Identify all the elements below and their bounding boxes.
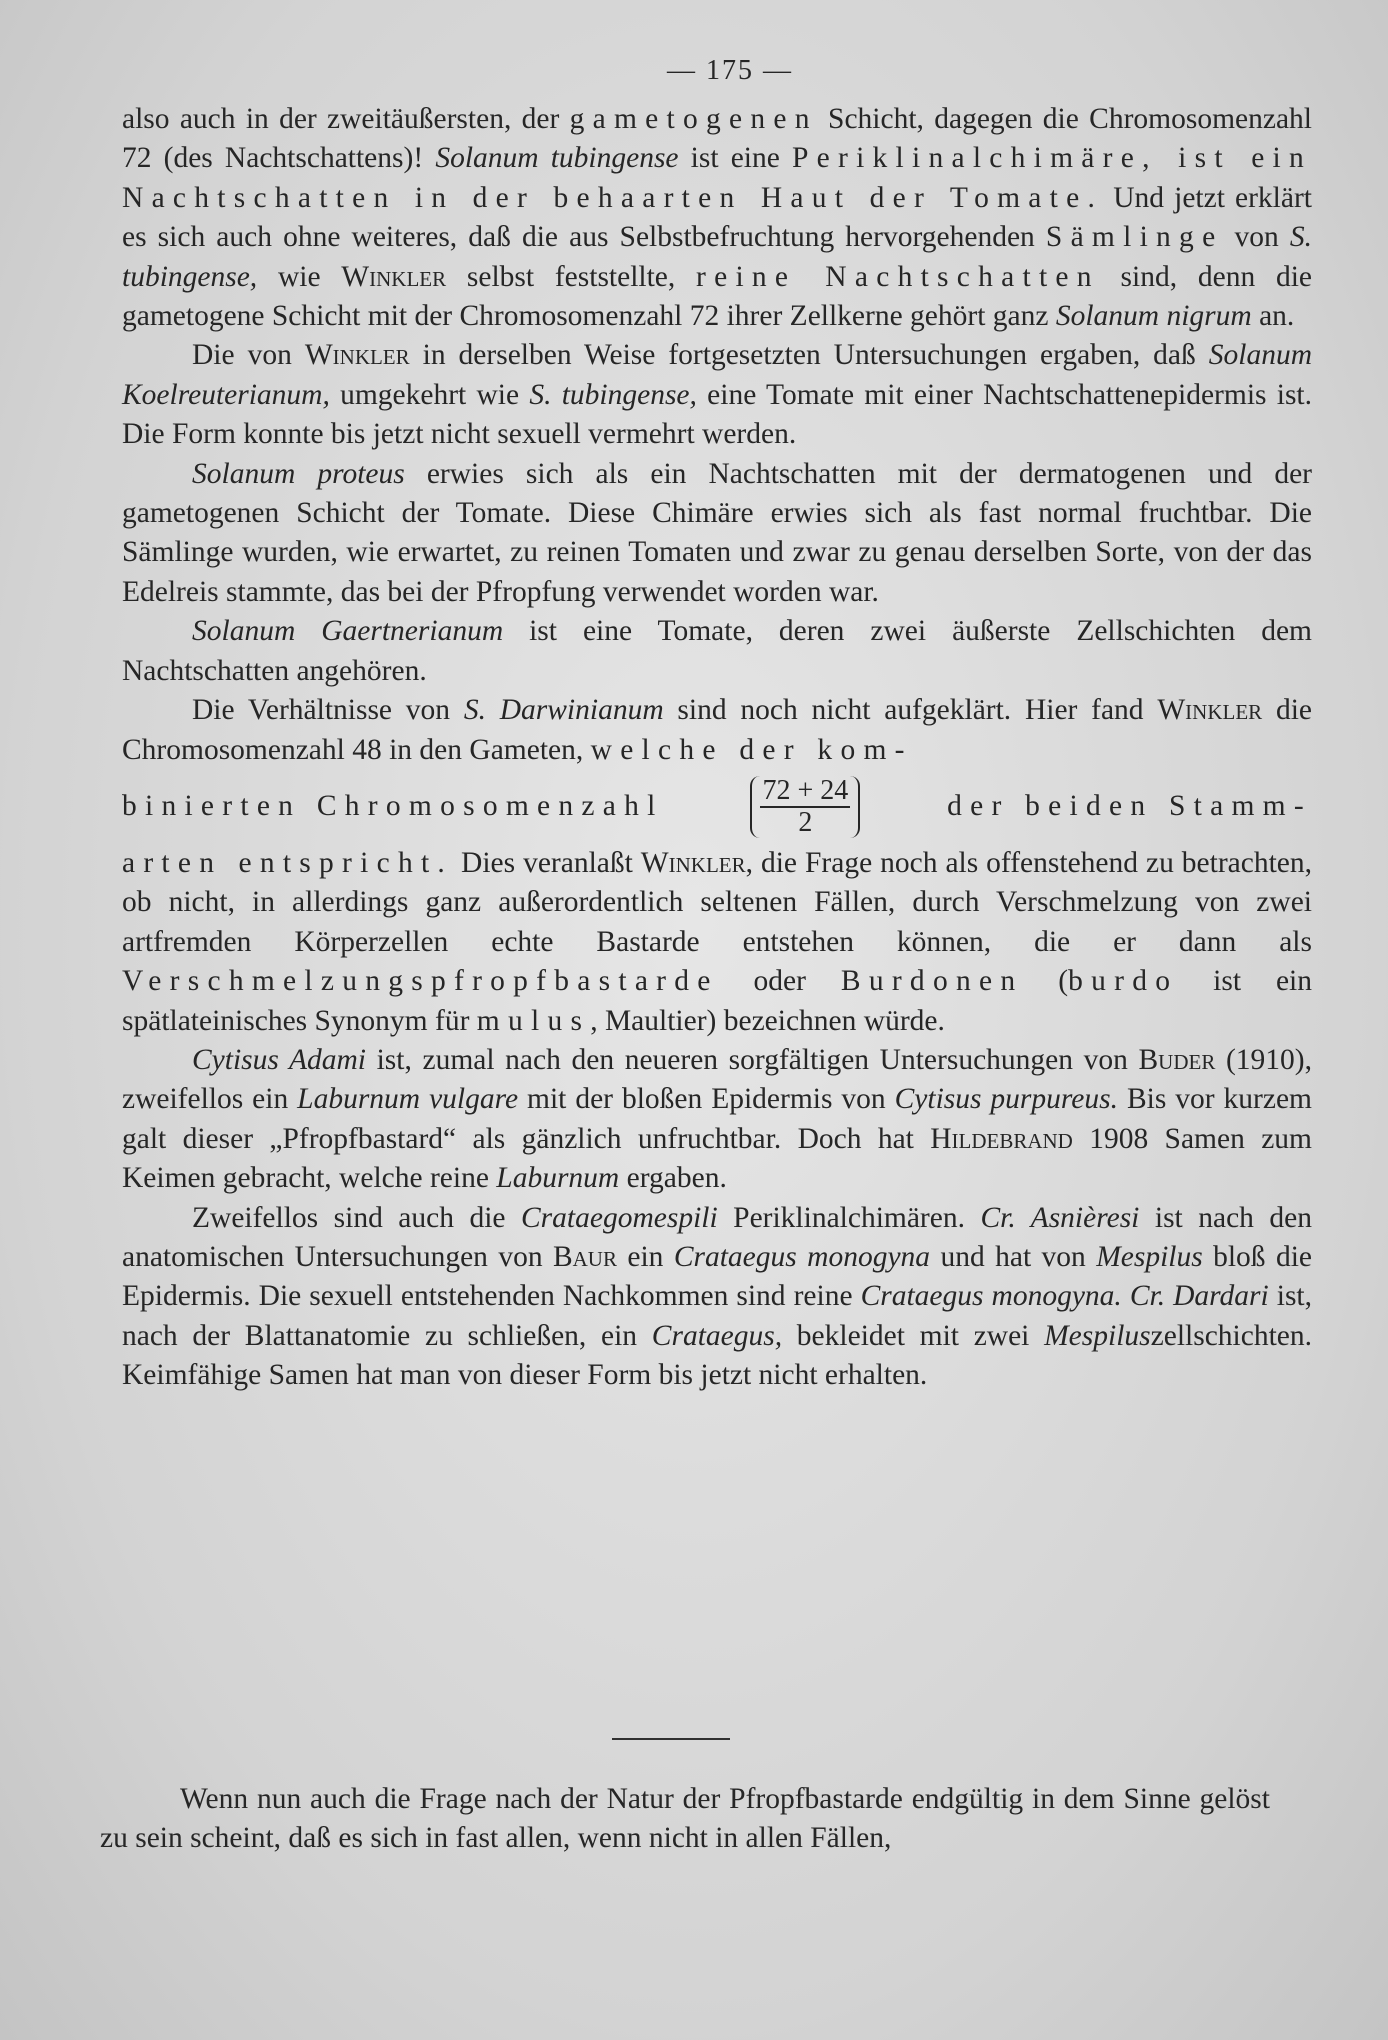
species-name: Cr. Asnièresi xyxy=(980,1201,1140,1234)
text-run: eine Tomate mit einer Nachtschattenepidermis ist. Die Form konnte bis jetzt nicht sexuell vermehrt werden. xyxy=(122,378,1312,451)
spaced-term: gametogenen xyxy=(569,103,818,135)
species-name: Crataegus monogyna. xyxy=(860,1280,1122,1313)
species-name: Crataegus, xyxy=(651,1319,783,1352)
text-run: ist eine Tomate, deren zwei äußerste Zellschichten dem Nachtschatten angehören. xyxy=(122,615,1312,687)
text-run: ist, nach der Blattanatomie zu schließen, ein xyxy=(122,1280,1313,1352)
spaced-term: Sämlinge xyxy=(1045,221,1224,254)
species-name: Laburnum vulgare xyxy=(297,1083,519,1116)
page-number: — 175 — xyxy=(667,55,793,86)
text-run: bekleidet mit zwei xyxy=(782,1319,1045,1352)
text-run: Und jetzt erklärt es sich auch ohne weiteres, daß die aus Selbstbefruchtung hervorgehenden xyxy=(122,181,1312,254)
text-run: ist eine xyxy=(678,142,792,175)
fraction xyxy=(750,776,860,838)
text-run: ist, zumal nach den neueren sorgfältigen Untersuchungen von xyxy=(365,1043,1139,1076)
text-run: umgekehrt wie xyxy=(329,378,530,411)
text-run: ein xyxy=(616,1240,674,1273)
fraction-numerator: 72 + 24 xyxy=(762,774,849,806)
species-name: Solanum proteus xyxy=(192,457,405,490)
species-name: S. Darwinianum xyxy=(463,694,664,727)
spaced-phrase: arten entspricht. xyxy=(122,846,454,879)
paragraph-1 xyxy=(122,100,1312,336)
species-name: Crataegomespili xyxy=(521,1201,718,1234)
paragraph-5-cont xyxy=(122,844,1312,1041)
formula-line xyxy=(122,770,1312,844)
text-run: Die Verhältnisse von xyxy=(192,694,464,727)
text-run: ist nach den anatomischen Untersuchungen von xyxy=(122,1201,1312,1273)
spaced-phrase: Periklinalchimäre, ist ein Nachtschatten in der behaarten Haut der Tomate. xyxy=(122,142,1313,214)
text-run: Bis vor kurzem galt dieser „Pfropfbastard“ als gänzlich unfruchtbar. Doch hat xyxy=(122,1083,1312,1155)
species-name: Mespilus xyxy=(1096,1240,1203,1273)
text-run: ( xyxy=(1023,965,1069,998)
text-run: mit der bloßen Epidermis von xyxy=(518,1083,895,1116)
text-run: zellschichten. Keimfähige Samen hat man von dieser Form bis jetzt nicht erhalten. xyxy=(122,1319,1312,1392)
author-name: Baur xyxy=(552,1240,617,1273)
author-name: Buder xyxy=(1138,1043,1216,1076)
species-name: Solanum nigrum xyxy=(1055,300,1252,333)
text-run: Die von xyxy=(192,339,305,372)
species-name: Solanum Koelreuterianum, xyxy=(122,339,1312,411)
text-run xyxy=(1122,1280,1130,1312)
paragraph-4 xyxy=(122,612,1312,691)
text-run: bloß die Epidermis. Die sexuell entstehenden Nachkommen sind reine xyxy=(122,1240,1312,1313)
species-name: Cytisus purpureus. xyxy=(894,1083,1118,1116)
text-run: Periklinalchimären. xyxy=(717,1201,981,1234)
text-run: erwies sich als ein Nachtschatten mit der dermatogenen und der gametogenen Schicht der Tomate. Diese Chimäre erwies sich als fast normal fruchtbar. Die Sämlinge wurden, wie erwartet, zu reinen Tomaten und zwar zu genau derselben Sorte, von der das Edelreis stammte, das bei der Pfropfung verwendet worden war. xyxy=(122,457,1312,608)
text-run: von xyxy=(1223,221,1290,254)
text-run: , Maultier) bezeichnen würde. xyxy=(590,1004,945,1037)
species-name: S. tubingense, xyxy=(529,378,697,411)
spaced-term: mulus xyxy=(476,1004,591,1037)
text-run: die Chromosomenzahl 48 in den Gameten, xyxy=(122,694,1312,766)
species-name: S. tubingense, xyxy=(122,221,1312,293)
text-run: sind noch nicht aufgeklärt. Hier fand xyxy=(663,694,1158,727)
spaced-term: burdo xyxy=(1068,965,1179,998)
text-run: Zweifellos sind auch die xyxy=(192,1201,521,1234)
text-run: oder xyxy=(718,965,841,998)
text-run: sind, denn die gametogene Schicht mit der Chromosomenzahl 72 ihrer Zellkerne gehört ganz xyxy=(122,260,1312,333)
species-name: Crataegus monogyna xyxy=(673,1240,931,1273)
paragraph-3 xyxy=(122,455,1312,613)
paragraph-7 xyxy=(122,1199,1312,1396)
text-run: Dies veranlaßt xyxy=(453,846,641,879)
species-name: Cytisus Adami xyxy=(192,1043,366,1076)
body-text-after-divider xyxy=(100,1780,1270,1859)
paragraph-2 xyxy=(122,336,1312,454)
text-run: ergaben. xyxy=(619,1162,727,1195)
text-run: selbst feststellte, xyxy=(446,260,697,293)
species-name: Mespilus xyxy=(1044,1319,1151,1352)
author-name: Winkler xyxy=(341,260,447,293)
author-name: Hildebrand xyxy=(930,1122,1073,1155)
text-run: (1910), zweifellos ein xyxy=(122,1043,1312,1116)
species-name: Solanum Gaertnerianum xyxy=(192,615,504,648)
spaced-term: Burdonen xyxy=(840,965,1024,998)
author-name: Winkler xyxy=(1157,694,1263,727)
paragraph-8: Wenn nun auch die Frage nach der Natur der Pfropfbastarde endgültig in dem Sinne gelöst zu sein scheint, daß es sich in fast allen, wenn nicht in allen Fällen, xyxy=(100,1783,1270,1855)
text-run: Schicht, dagegen die Chromosomenzahl 72 (des Nachtschattens)! xyxy=(122,103,1312,175)
paragraph-5 xyxy=(122,691,1312,770)
body-text xyxy=(122,100,1312,1396)
spaced-phrase: der beiden Stamm- xyxy=(947,790,1312,823)
section-divider xyxy=(612,1738,730,1740)
species-name: Solanum tubingense xyxy=(435,142,679,175)
author-name: Winkler, xyxy=(640,846,754,879)
species-name: Laburnum xyxy=(496,1162,620,1195)
species-name: Cr. Dardari xyxy=(1129,1280,1269,1313)
fraction-denominator: 2 xyxy=(798,806,813,838)
text-run: 1908 Samen zum Keimen gebracht, welche reine xyxy=(122,1122,1312,1195)
text-run: an. xyxy=(1251,300,1295,333)
text-run: die Frage noch als offenstehend zu betrachten, ob nicht, in allerdings ganz außerordentlich seltenen Fällen, durch Verschmelzung von zwei artfremden Körperzellen echte Bastarde entstehen können, die er dann als xyxy=(122,846,1312,958)
text-run: ist ein spätlateinisches Synonym für xyxy=(122,965,1313,1037)
spaced-phrase: welche der kom- xyxy=(590,733,913,766)
paragraph-6 xyxy=(122,1041,1312,1199)
spaced-phrase: reine Nachtschatten xyxy=(696,260,1100,293)
author-name: Winkler xyxy=(304,339,410,372)
spaced-term: Verschmelzungspfropfbastarde xyxy=(122,965,719,998)
text-run: wie xyxy=(257,260,342,293)
text-run: in derselben Weise fortgesetzten Untersuchungen ergaben, daß xyxy=(409,339,1209,372)
spaced-phrase: binierten Chromosomenzahl xyxy=(122,790,664,823)
text-run: also auch in der zweitäußersten, der xyxy=(122,103,570,135)
text-run: und hat von xyxy=(930,1240,1097,1273)
